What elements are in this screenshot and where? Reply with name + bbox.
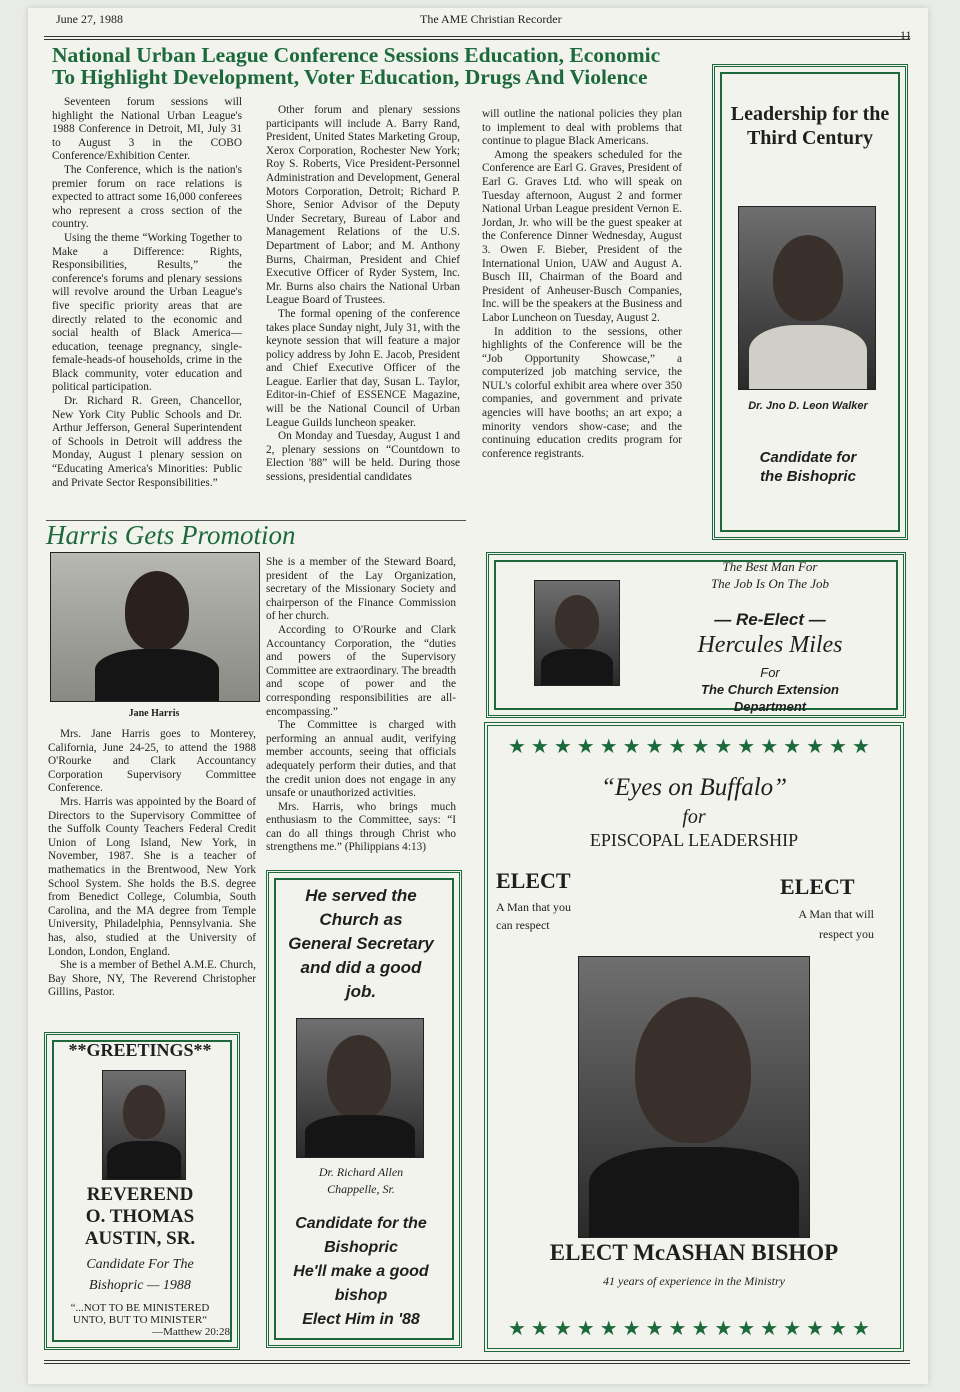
portrait-body	[589, 1147, 799, 1237]
miles-slogan: The Best Man For The Job Is On The Job	[710, 559, 830, 591]
walker-caption: Dr. Jno D. Leon Walker	[748, 400, 868, 412]
walker-photo	[738, 206, 876, 390]
miles-reelect: — Re-Elect —	[714, 610, 826, 629]
harris-column-2: She is a member of the Steward Board, president of the Lay Organization, secretary of the Missionary Society and chairperson of the Finance Commission of her church. According to O'Rourke and Clark Accountancy Corporation, the “duties and powers of the Supervisory Committee are extraordinary. The breadth and scope of power and the corresponding responsibilities are all-encompassing.” The Committee is charged with performing an annual audit, verifying member accounts, seeing that officials adequately perform their duties, and that the credit union does not engage in any unsafe or unauthorized activities. Mrs. Harris, who brings much enthusiasm to the Committee, says: “I can do all things through Christ who strengthens me.” (Philippians 4:13)	[266, 556, 456, 854]
portrait-body	[541, 649, 613, 685]
portrait-head	[123, 1085, 165, 1139]
portrait-body	[107, 1141, 181, 1179]
chappelle-headline: He served the Church as General Secretary and did a good job.	[288, 886, 434, 1001]
portrait-head	[773, 235, 843, 321]
elect-left-text: A Man that you can respect	[496, 900, 571, 932]
portrait-head	[125, 571, 189, 651]
chappelle-caption: Dr. Richard Allen Chappelle, Sr.	[318, 1165, 404, 1196]
article-column-2: Other forum and plenary sessions participants will include A. Barry Rand, President, United States Marketing Group, Xerox Corporation, Rochester New York; Roy S. Roberts, Vice President-Personnel Administration and Development, General Motors Corporation, Detroit; Richard P. Shore, Senior Advisor of the Deputy Under Secretary, Bureau of Labor and Management Relations of the U.S. Department of Labor; and M. Anthony Burns, Chairman, President and Chief Executive Officer of Ryder System, Inc. Mr. Burns also chairs the National Urban League Board of Trustees. The formal opening of the conference takes place Sunday night, July 31, with the keynote session that will feature a major policy address by John E. Jacob, President and Chief Executive Officer of the League. Earlier that day, Susan L. Taylor, Editor-in-Chief of ESSENCE Magazine, will be the National Council of Urban League Guilds luncheon speaker. On Monday and Tuesday, August 1 and 2, plenary sessions on “Countdown to Election '88” will be held. During those sessions, presidential candidates	[266, 104, 460, 484]
header-rule	[44, 36, 910, 37]
mcashan-tagline: 41 years of experience in the Ministry	[603, 1274, 785, 1288]
portrait-body	[749, 325, 867, 389]
mcashan-for: for	[682, 806, 706, 828]
publication-name: The AME Christian Recorder	[420, 12, 562, 26]
mcashan-name: ELECT McASHAN BISHOP	[549, 1240, 839, 1265]
harris-column-1: Mrs. Jane Harris goes to Monterey, California, June 24-25, to attend the 1988 O'Rourke and Clark Accountancy Corporation Supervisory Committee Conference. Mrs. Harris was appointed by the Board of Directors to the Supervisory Committee of the Suffolk County Teachers Federal Credit Union of Long Island, New York, in November, 1987. She is a teacher of mathematics in the Brentwood, New York School System. She holds the B.S. degree from Benedict College, Columbia, South Carolina, and the MA degree from Temple University, Philadelphia, Pennsylvania. She has, also, studied at the University of London, London, England. She is a member of Bethel A.M.E. Church, Bay Shore, NY, The Reverend Christopher Gillins, Pastor.	[48, 728, 256, 999]
harris-headline: Harris Gets Promotion	[46, 520, 296, 550]
mcashan-photo	[578, 956, 810, 1238]
article-column-1: Seventeen forum sessions will highlight the National Urban League's 1988 Conference in Detroit, MI, July 31 to August 3 in the COBO Conference/Exhibition Center. The Conference, which is the nation's premier forum on race relations is expected to attract some 16,000 conferees who represent a cross section of the country. Using the theme “Working Together to Make a Difference: Rights, Responsibilities, Results,” the conference's forums and plenary sessions will revolve around the Urban League's five specific priority areas that are directly related to the economic and social health of Black America—education, teenage pregnancy, single-female-heads-of households, crime in the Black community, voter education and political participation. Dr. Richard R. Green, Chancellor, New York City Public Schools and Dr. Arthur Jefferson, General Superintendent of Schools in Detroit will address the Monday, August 1 plenary session on “Educating America's Minorities: Public and Private Sector Responsibilities.”	[52, 96, 242, 489]
walker-tagline: Candidate for the Bishopric	[759, 449, 857, 485]
mcashan-stars-bottom: ★★★★★★★★★★★★★★★★	[508, 1318, 875, 1340]
hercules-miles-photo	[534, 580, 620, 686]
article-column-3: will outline the national policies they plan to implement to deal with problems that continue to plague Black Americans. Among the speakers scheduled for the Conference are Earl G. Graves, President of Earl G. Graves Ltd. who will speak on Tuesday afternoon, August 2 and former National Urban League president Vernon E. Jordan, Jr. who will be the guest speaker at the Conference Dinner Wednesday, August 3. Owen F. Bieber, President of the International Union, UAW and August A. Busch III, Chairman of the Board and President of Anheuser-Busch Companies, Inc. will be the speakers at the Business and Labor Luncheon on Tuesday, August 2. In addition to the sessions, other highlights of the Conference will be the “Job Opportunity Showcase,” a computerized job matching service, the NUL's colorful exhibit area where over 350 companies, and government and private agencies will have booths; an art expo; a minority vendors show-case; and the continuing education credits program for conference registrants.	[482, 108, 682, 460]
header-rule-2	[44, 39, 910, 40]
austin-greeting: **GREETINGS**	[68, 1040, 212, 1060]
elect-right: ELECT	[780, 874, 855, 899]
chappelle-tagline: Candidate for the Bishopric He'll make a good bishop Elect Him in '88	[293, 1215, 429, 1328]
portrait-body	[305, 1115, 415, 1157]
austin-name: REVEREND O. THOMAS AUSTIN, SR.	[84, 1184, 196, 1249]
miles-name: Hercules Miles	[697, 632, 843, 658]
article-headline: National Urban League Conference Sessions Education, Economic To Highlight Development, Voter Education, Drugs And Violence	[52, 43, 661, 89]
elect-right-text: A Man that will respect you	[798, 907, 874, 941]
austin-quote: “...NOT TO BE MINISTERED UNTO, BUT TO MINISTER“ —Matthew 20:28	[70, 1302, 230, 1338]
miles-department: For The Church Extension Department	[701, 665, 839, 714]
elect-left: ELECT	[496, 868, 571, 893]
portrait-head	[327, 1035, 391, 1119]
chappelle-photo	[296, 1018, 424, 1158]
austin-tagline: Candidate For The Bishopric — 1988	[86, 1257, 194, 1293]
portrait-head	[555, 595, 599, 649]
portrait-head	[635, 997, 751, 1143]
austin-photo	[102, 1070, 186, 1180]
page-number: 11	[900, 28, 912, 42]
mcashan-stars-top: ★★★★★★★★★★★★★★★★	[508, 736, 875, 758]
portrait-body	[95, 649, 219, 701]
jane-harris-caption: Jane Harris	[128, 708, 180, 719]
mcashan-subtitle: EPISCOPAL LEADERSHIP	[589, 830, 799, 850]
jane-harris-photo	[50, 552, 260, 702]
footer-rule-2	[44, 1363, 910, 1364]
walker-ad-title: Leadership for the Third Century	[730, 103, 890, 149]
mcashan-title: “Eyes on Buffalo”	[600, 774, 788, 801]
footer-rule	[44, 1360, 910, 1361]
issue-date: June 27, 1988	[56, 12, 123, 26]
